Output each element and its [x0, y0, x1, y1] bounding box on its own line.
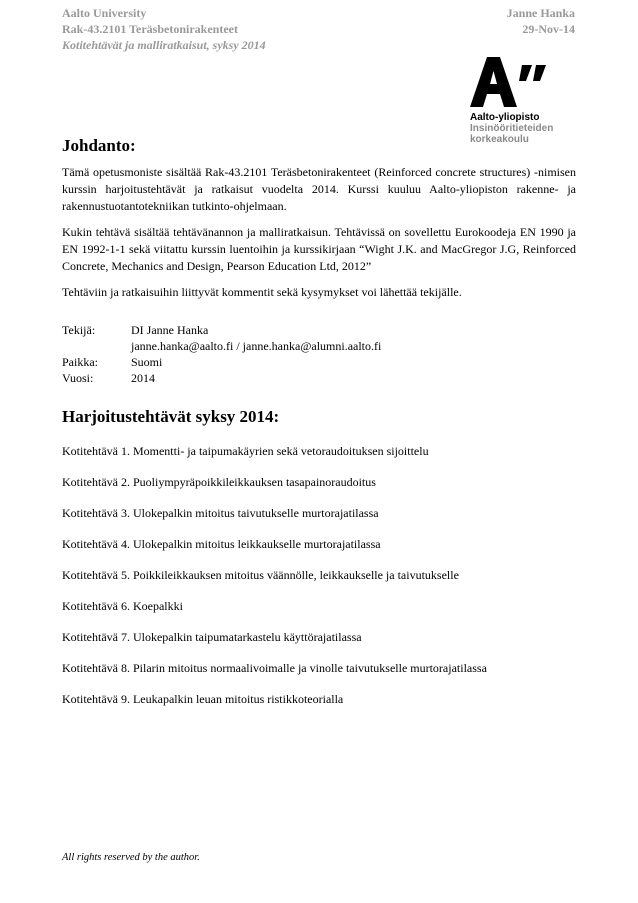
footer-rights: All rights reserved by the author. — [62, 852, 200, 863]
logo-line-2: Insinööritieteiden — [470, 123, 554, 134]
intro-heading: Johdanto: — [62, 136, 136, 155]
intro-paragraph: Tehtäviin ja ratkaisuihin liittyvät kommentit sekä kysymykset voi lähettää tekijälle. — [62, 285, 462, 299]
task-item: Kotitehtävä 1. Momentti- ja taipumakäyrien sekä vetoraudoituksen sijoittelu — [62, 444, 429, 458]
intro-text — [62, 164, 576, 310]
task-item: Kotitehtävä 2. Puoliympyräpoikkileikkauksen tasapainoraudoitus — [62, 475, 376, 489]
info-row — [62, 354, 381, 370]
info-row — [62, 322, 381, 338]
intro-paragraph: Kukin tehtävä sisältää tehtävänannon ja malliratkaisun. Tehtävissä on sovellettu Eurokoodeja EN 1990 ja EN 1992-1-1 sekä viitattu kurssin luentoihin ja kurssikirjaan “Wight J.K. and MacGregor J.G, Reinforced Concrete, Mechanics and Design, Pearson Education Ltd, 2012” — [62, 225, 576, 273]
info-value: Suomi — [131, 355, 163, 369]
info-label: Tekijä: — [62, 323, 96, 337]
header-date: 29-Nov-14 — [522, 22, 575, 36]
header-right — [507, 5, 575, 37]
info-value: DI Janne Hanka — [131, 323, 209, 337]
info-label: Vuosi: — [62, 371, 94, 385]
info-label — [62, 338, 131, 354]
author-info — [62, 322, 381, 386]
task-item: Kotitehtävä 6. Koepalkki — [62, 599, 183, 613]
info-row — [62, 370, 381, 386]
header-course: Rak-43.2101 Teräsbetonirakenteet — [62, 22, 238, 36]
task-list — [62, 443, 487, 722]
task-item: Kotitehtävä 5. Poikkileikkauksen mitoitus väännölle, leikkaukselle ja taivutukselle — [62, 568, 459, 582]
header-university: Aalto University — [62, 6, 147, 20]
info-email: janne.hanka@aalto.fi / janne.hanka@alumni.aalto.fi — [131, 339, 382, 353]
aalto-logo — [470, 57, 580, 145]
header-subtitle: Kotitehtävät ja malliratkaisut, syksy 2014 — [62, 38, 266, 52]
task-item: Kotitehtävä 7. Ulokepalkin taipumatarkastelu käyttörajatilassa — [62, 630, 362, 644]
tasks-heading: Harjoitustehtävät syksy 2014: — [62, 407, 280, 426]
info-row — [62, 338, 381, 354]
logo-line-3: korkeakoulu — [470, 134, 529, 145]
task-item: Kotitehtävä 3. Ulokepalkin mitoitus taivutukselle murtorajatilassa — [62, 506, 379, 520]
task-item: Kotitehtävä 4. Ulokepalkin mitoitus leikkaukselle murtorajatilassa — [62, 537, 381, 551]
info-label: Paikka: — [62, 355, 98, 369]
task-item: Kotitehtävä 9. Leukapalkin leuan mitoitus ristikkoteorialla — [62, 692, 344, 706]
logo-line-1: Aalto-yliopisto — [470, 112, 540, 123]
header-left — [62, 5, 266, 53]
task-item: Kotitehtävä 8. Pilarin mitoitus normaalivoimalle ja vinolle taivutukselle murtorajatilassa — [62, 661, 487, 675]
intro-paragraph: Tämä opetusmoniste sisältää Rak-43.2101 Teräsbetonirakenteet (Reinforced concrete structures) -nimisen kurssin harjoitustehtävät ja ratkaisut vuodelta 2014. Kurssi kuuluu Aalto-yliopiston rakenne- ja rakennustuotantotekniikan tutkinto-ohjelmaan. — [62, 165, 576, 213]
aalto-a-mark-icon — [470, 57, 550, 109]
info-value: 2014 — [131, 371, 155, 385]
header-author: Janne Hanka — [506, 6, 575, 20]
